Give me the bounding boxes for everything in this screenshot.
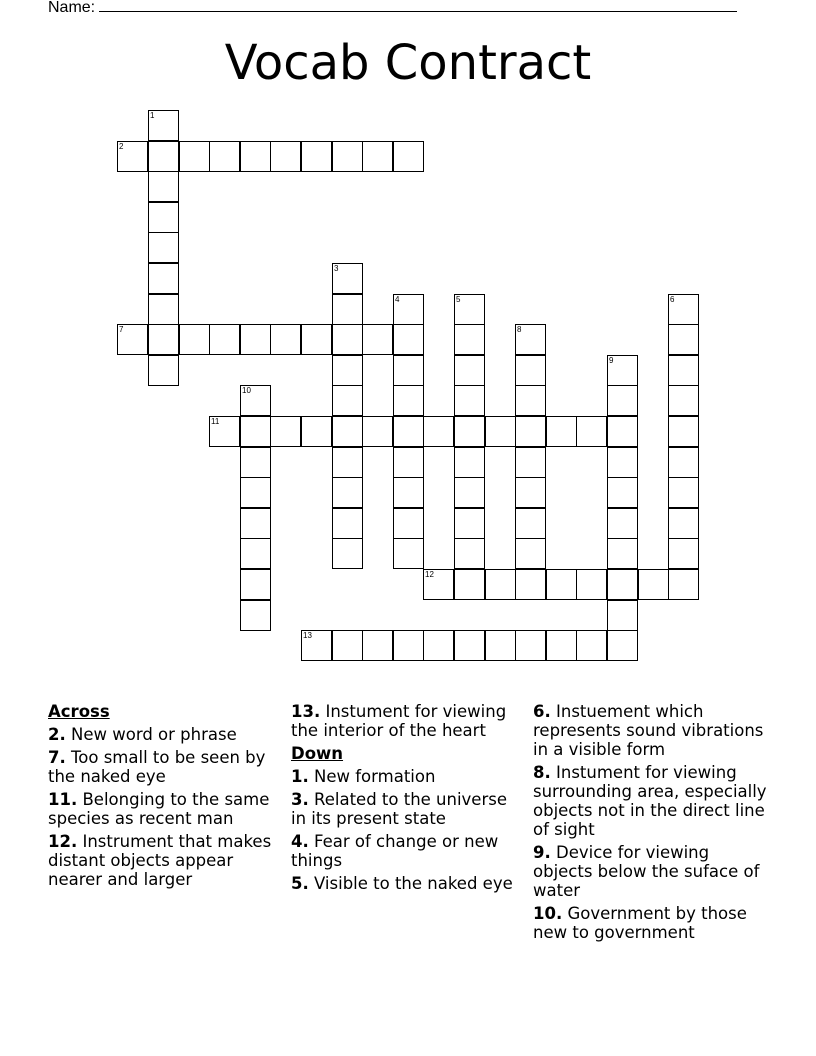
crossword-cell[interactable] [515, 569, 546, 600]
crossword-cell[interactable] [393, 294, 424, 325]
crossword-cell[interactable] [148, 232, 179, 263]
crossword-cell[interactable] [607, 538, 638, 569]
crossword-cell[interactable] [515, 416, 546, 447]
crossword-cell[interactable] [607, 630, 638, 661]
crossword-cell[interactable] [332, 324, 363, 355]
crossword-cell[interactable] [668, 385, 699, 416]
crossword-cell[interactable] [454, 569, 485, 600]
crossword-cell[interactable] [454, 355, 485, 386]
crossword-cell[interactable] [362, 141, 393, 172]
crossword-cell[interactable] [576, 569, 607, 600]
crossword-cell[interactable] [209, 416, 240, 447]
down-heading: Down [291, 744, 344, 763]
crossword-cell[interactable] [607, 569, 638, 600]
crossword-cell[interactable] [638, 569, 669, 600]
crossword-cell[interactable] [576, 630, 607, 661]
crossword-cell[interactable] [332, 355, 363, 386]
crossword-cell[interactable] [607, 355, 638, 386]
name-field[interactable] [48, 0, 737, 17]
clue-number: 6. [533, 702, 551, 721]
crossword-cell[interactable] [393, 630, 424, 661]
crossword-cell[interactable] [423, 630, 454, 661]
cell-number: 7 [119, 325, 124, 334]
crossword-cell[interactable] [332, 141, 363, 172]
crossword-cell[interactable] [240, 477, 271, 508]
crossword-cell[interactable] [515, 538, 546, 569]
crossword-cell[interactable] [240, 141, 271, 172]
crossword-cell[interactable] [454, 508, 485, 539]
clue-text: Instument for viewing the interior of the heart [291, 702, 507, 740]
clue-across-12 [48, 832, 278, 889]
crossword-cell[interactable] [270, 416, 301, 447]
crossword-cell[interactable] [393, 355, 424, 386]
clue-down-9 [533, 843, 773, 900]
crossword-cell[interactable] [240, 600, 271, 631]
crossword-cell[interactable] [607, 447, 638, 478]
clue-text: New formation [314, 767, 436, 786]
crossword-cell[interactable] [148, 324, 179, 355]
crossword-cell[interactable] [454, 538, 485, 569]
crossword-cell[interactable] [209, 141, 240, 172]
cell-number: 2 [119, 142, 124, 151]
crossword-cell[interactable] [485, 630, 516, 661]
name-blank-line[interactable] [99, 0, 737, 12]
crossword-cell[interactable] [393, 385, 424, 416]
crossword-cell[interactable] [332, 416, 363, 447]
crossword-cell[interactable] [240, 416, 271, 447]
clue-number: 9. [533, 843, 551, 862]
crossword-cell[interactable] [117, 324, 148, 355]
crossword-cell[interactable] [607, 600, 638, 631]
clue-text: Related to the universe in its present state [291, 790, 507, 828]
clue-number: 11. [48, 790, 78, 809]
crossword-cell[interactable] [362, 630, 393, 661]
crossword-cell[interactable] [117, 141, 148, 172]
crossword-cell[interactable] [179, 141, 210, 172]
clues-column-1 [48, 702, 278, 893]
clue-text: Instrument that makes distant objects appear nearer and larger [48, 832, 272, 889]
clue-across-11 [48, 790, 278, 828]
cell-number: 1 [150, 111, 155, 120]
crossword-cell[interactable] [393, 508, 424, 539]
crossword-cell[interactable] [668, 324, 699, 355]
crossword-cell[interactable] [332, 538, 363, 569]
crossword-cell[interactable] [515, 477, 546, 508]
crossword-cell[interactable] [332, 508, 363, 539]
cell-number: 5 [456, 295, 461, 304]
crossword-cell[interactable] [393, 477, 424, 508]
clue-text: Device for viewing objects below the suface of water [533, 843, 760, 900]
clue-number: 12. [48, 832, 78, 851]
clue-text: Visible to the naked eye [314, 874, 513, 893]
clue-text: Instuement which represents sound vibrations in a visible form [533, 702, 764, 759]
crossword-cell[interactable] [148, 294, 179, 325]
page-title: Vocab Contract [224, 35, 592, 91]
clue-number: 13. [291, 702, 321, 721]
crossword-cell[interactable] [393, 447, 424, 478]
crossword-cell[interactable] [668, 355, 699, 386]
crossword-cell[interactable] [148, 263, 179, 294]
clue-number: 10. [533, 904, 563, 923]
cell-number: 8 [517, 325, 522, 334]
clue-across-7 [48, 748, 278, 786]
crossword-cell[interactable] [332, 385, 363, 416]
crossword-cell[interactable] [301, 630, 332, 661]
crossword-cell[interactable] [148, 355, 179, 386]
crossword-cell[interactable] [515, 324, 546, 355]
crossword-cell[interactable] [546, 416, 577, 447]
crossword-cell[interactable] [454, 294, 485, 325]
crossword-cell[interactable] [332, 294, 363, 325]
cell-number: 13 [303, 631, 312, 640]
cell-number: 11 [211, 417, 220, 426]
crossword-cell[interactable] [454, 324, 485, 355]
crossword-cell[interactable] [515, 508, 546, 539]
crossword-cell[interactable] [607, 416, 638, 447]
cell-number: 9 [609, 356, 614, 365]
clue-number: 8. [533, 763, 551, 782]
cell-number: 12 [425, 570, 434, 579]
crossword-cell[interactable] [301, 416, 332, 447]
clue-down-8 [533, 763, 773, 839]
crossword-cell[interactable] [454, 385, 485, 416]
crossword-cell[interactable] [607, 477, 638, 508]
crossword-cell[interactable] [240, 508, 271, 539]
clues-column-3 [533, 702, 773, 946]
crossword-cell[interactable] [515, 355, 546, 386]
clue-text: Belonging to the same species as recent man [48, 790, 270, 828]
crossword-cell[interactable] [668, 294, 699, 325]
crossword-cell[interactable] [332, 447, 363, 478]
crossword-cell[interactable] [546, 630, 577, 661]
crossword-cell[interactable] [546, 569, 577, 600]
clue-text: Fear of change or new things [291, 832, 499, 870]
crossword-cell[interactable] [270, 324, 301, 355]
clue-number: 5. [291, 874, 309, 893]
crossword-cell[interactable] [270, 141, 301, 172]
crossword-cell[interactable] [148, 202, 179, 233]
clues-column-2 [291, 702, 521, 897]
across-heading: Across [48, 702, 110, 721]
crossword-cell[interactable] [301, 141, 332, 172]
crossword-cell[interactable] [607, 508, 638, 539]
clue-number: 4. [291, 832, 309, 851]
clue-text: Too small to be seen by the naked eye [48, 748, 266, 786]
clue-down-6 [533, 702, 773, 759]
clue-number: 3. [291, 790, 309, 809]
crossword-cell[interactable] [454, 416, 485, 447]
crossword-cell[interactable] [393, 141, 424, 172]
crossword-cell[interactable] [454, 447, 485, 478]
clue-down-3 [291, 790, 521, 828]
clue-down-1 [291, 767, 521, 786]
crossword-cell[interactable] [332, 263, 363, 294]
crossword-cell[interactable] [668, 416, 699, 447]
crossword-cell[interactable] [240, 538, 271, 569]
crossword-cell[interactable] [668, 569, 699, 600]
crossword-cell[interactable] [393, 538, 424, 569]
clue-number: 2. [48, 725, 66, 744]
crossword-cell[interactable] [515, 630, 546, 661]
crossword-cell[interactable] [454, 477, 485, 508]
cell-number: 10 [242, 386, 251, 395]
crossword-cell[interactable] [668, 447, 699, 478]
crossword-cell[interactable] [301, 324, 332, 355]
crossword-cell[interactable] [148, 141, 179, 172]
crossword-cell[interactable] [332, 630, 363, 661]
crossword-cell[interactable] [576, 416, 607, 447]
crossword-cell[interactable] [362, 416, 393, 447]
crossword-cell[interactable] [240, 385, 271, 416]
crossword-cell[interactable] [179, 324, 210, 355]
clue-down-10 [533, 904, 773, 942]
crossword-cell[interactable] [423, 569, 454, 600]
clue-across-2 [48, 725, 278, 744]
clue-across-13 [291, 702, 521, 740]
crossword-cell[interactable] [454, 630, 485, 661]
crossword-cell[interactable] [393, 324, 424, 355]
clue-down-4 [291, 832, 521, 870]
crossword-cell[interactable] [515, 385, 546, 416]
clue-number: 1. [291, 767, 309, 786]
cell-number: 3 [334, 264, 339, 273]
crossword-cell[interactable] [148, 110, 179, 141]
cell-number: 4 [395, 295, 400, 304]
cell-number: 6 [670, 295, 675, 304]
crossword-cell[interactable] [240, 447, 271, 478]
clue-text: New word or phrase [71, 725, 237, 744]
clue-number: 7. [48, 748, 66, 767]
crossword-cell[interactable] [607, 385, 638, 416]
crossword-cell[interactable] [240, 324, 271, 355]
crossword-cell[interactable] [668, 477, 699, 508]
crossword-cell[interactable] [485, 569, 516, 600]
crossword-cell[interactable] [148, 171, 179, 202]
clue-text: Government by those new to government [533, 904, 747, 942]
crossword-cell[interactable] [362, 324, 393, 355]
crossword-cell[interactable] [423, 416, 454, 447]
name-label: Name: [48, 0, 96, 16]
clue-down-5 [291, 874, 521, 893]
crossword-cell[interactable] [332, 477, 363, 508]
crossword-cell[interactable] [668, 538, 699, 569]
crossword-cell[interactable] [668, 508, 699, 539]
crossword-cell[interactable] [209, 324, 240, 355]
crossword-cell[interactable] [393, 416, 424, 447]
crossword-cell[interactable] [515, 447, 546, 478]
crossword-cell[interactable] [485, 416, 516, 447]
clue-text: Instument for viewing surrounding area, especially objects not in the direct line of sight [533, 763, 767, 839]
crossword-cell[interactable] [240, 569, 271, 600]
